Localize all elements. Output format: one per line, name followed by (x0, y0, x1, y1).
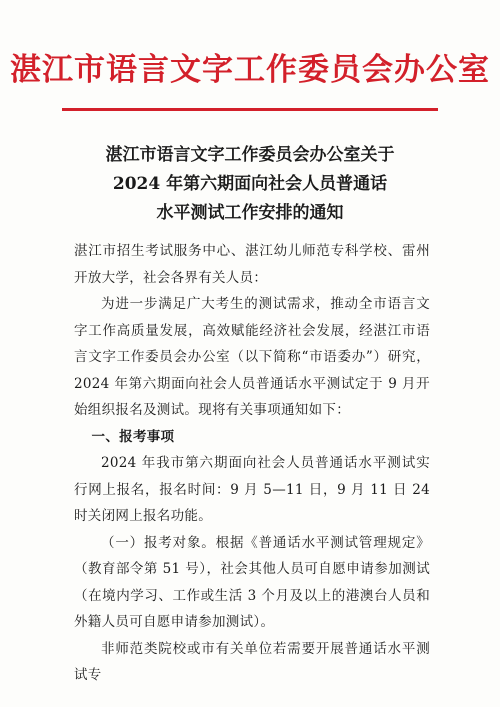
section-heading-1: 一、报考事项 (91, 428, 175, 445)
document-title (0, 141, 500, 228)
item-2-paragraph-start: 非师范类院校或市有关单位若需要开展普通话水平测试专 (74, 640, 430, 683)
title-line-3: 水平测试工作安排的通知 (156, 203, 344, 223)
letterhead-red-rule (62, 108, 438, 111)
item-1-paragraph: （一）报考对象。根据《普通话水平测试管理规定》（教育部令第 51 号），社会其他人员可自愿申请参加测试（在境内学习、工作或生活 3 个月及以上的港澳台人员和外籍人员可自愿申请参加测试）。 (74, 534, 430, 630)
letterhead-org-name: 湛江市语言文字工作委员会办公室 (10, 52, 490, 88)
section-1-paragraph: 2024 年我市第六期面向社会人员普通话水平测试实行网上报名，报名时间：9 月 5—11 日，9 月 11 日 24 时关闭网上报名功能。 (74, 455, 430, 524)
document-body (74, 238, 430, 689)
intro-paragraph: 为进一步满足广大考生的测试需求，推动全市语言文字工作高质量发展，高效赋能经济社会发展，经湛江市语言文字工作委员会办公室（以下简称“市语委办”）研究，2024 年第六期面向社会人员普通话水平测试定于 9 月开始组织报名及测试。现将有关事项通知如下： (74, 296, 430, 418)
salutation: 湛江市招生考试服务中心、湛江幼儿师范专科学校、雷州开放大学，社会各界有关人员： (74, 243, 430, 286)
title-line-2: 2024 年第六期面向社会人员普通话 (112, 174, 388, 194)
title-line-1: 湛江市语言文字工作委员会办公室关于 (105, 145, 395, 165)
